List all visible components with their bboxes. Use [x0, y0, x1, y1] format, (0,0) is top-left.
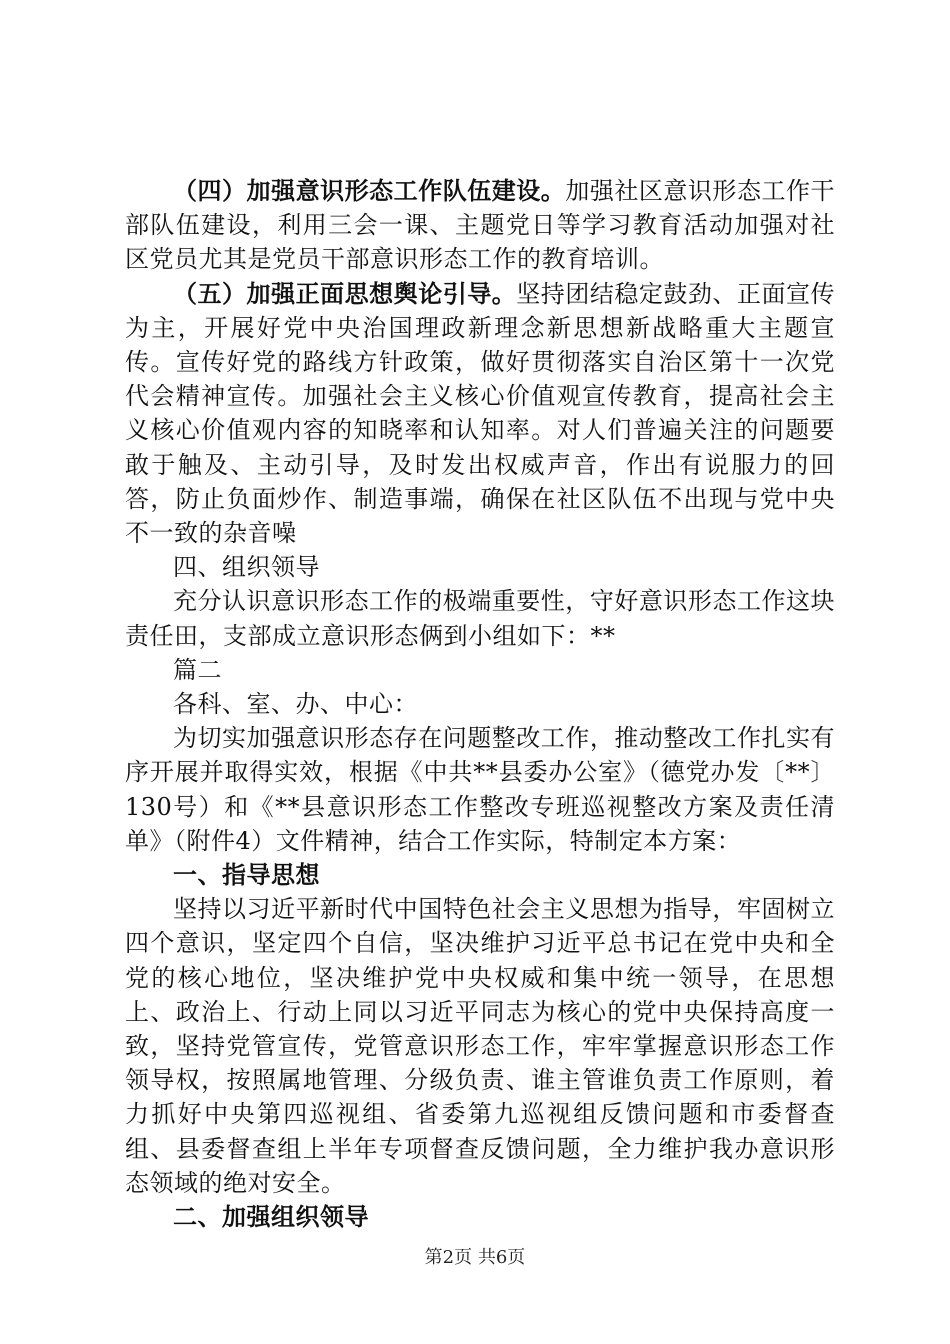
- guiding-paragraph: 坚持以习近平新时代中国特色社会主义思想为指导，牢固树立四个意识，坚定四个自信，坚决维护习近平总书记在党中央和全党的核心地位，坚决维护党中央权威和集中统一领导，在思想上、政治上、行动上同以习近平同志为核心的党中央保持高度一致，坚持党管宣传，党管意识形态工作，牢牢掌握意识形态工作领导权，按照属地管理、分级负责、谁主管谁负责工作原则，着力抓好中央第四巡视组、省委第九巡视组反馈问题和市委督查组、县委督查组上半年专项督查反馈问题，全力维护我办意识形态领域的绝对安全。: [125, 895, 835, 1197]
- document-body: [125, 174, 835, 1234]
- paragraph-five-text: 坚持团结稳定鼓劲、正面宣传为主，开展好党中央治国理政新理念新思想新战略重大主题宣传。宣传好党的路线方针政策，做好贯彻落实自治区第十一次党代会精神宣传。加强社会主义核心价值观宣传教育，提高社会主义核心价值观内容的知晓率和认知率。对人们普遍关注的问题要敢于触及、主动引导，及时发出权威声音，作出有说服力的回答，防止负面炒作、制造事端，确保在社区队伍不出现与党中央不一致的杂音噪: [125, 279, 836, 548]
- section4-text: 充分认识意识形态工作的极端重要性，守好意识形态工作这块责任田，支部成立意识形态俩到小组如下：**: [125, 587, 835, 650]
- heading-guiding-thought: 一、指导思想: [173, 861, 320, 890]
- page-footer: 第2页 共6页: [424, 1247, 526, 1268]
- paragraph-five-lead: （五）加强正面思想舆论引导。: [173, 279, 517, 308]
- heading-organization: 二、加强组织领导: [173, 1203, 369, 1232]
- paragraph-four-text: 加强社区意识形态工作干部队伍建设，利用三会一课、主题党日等学习教育活动加强对社区党员尤其是党员干部意识形态工作的教育培训。: [125, 177, 836, 274]
- paragraph-four: [125, 174, 835, 277]
- paragraph-five: [125, 277, 835, 551]
- intro-paragraph: 为切实加强意识形态存在问题整改工作，推动整改工作扎实有序开展并取得实效，根据《中共**县委办公室》（德党办发〔**〕130号）和《**县意识形态工作整改专班巡视整改方案及责任清单》（附件4）文件精神，结合工作实际，特制定本方案：: [125, 724, 835, 855]
- salutation: 各科、室、办、中心：: [173, 690, 418, 719]
- section4-heading: 四、组织领导: [173, 553, 320, 582]
- paragraph-four-lead: （四）加强意识形态工作队伍建设。: [173, 177, 566, 205]
- part2-label: 篇二: [173, 655, 222, 684]
